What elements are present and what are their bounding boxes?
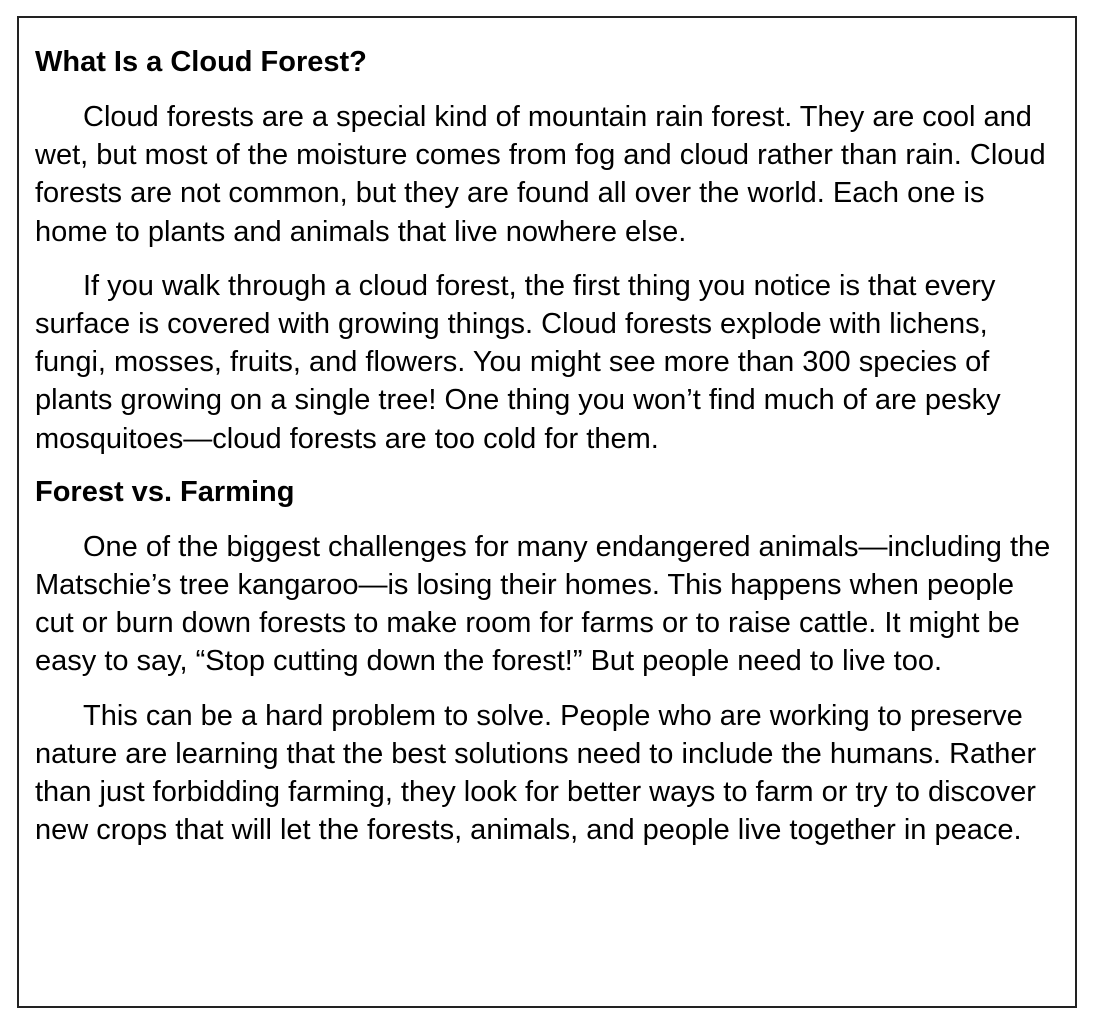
- paragraph-cloud-forest-walk: If you walk through a cloud forest, the first thing you notice is that every surface is covered with growing things. Cloud forests explode with lichens, fungi, mosses, fruits, and flowers. You might see more than 300 species of plants growing on a single tree! One thing you won’t find much of are pesky mosquitoes—cloud forests are too cold for them.: [35, 269, 1001, 455]
- section-heading-cloud-forest: What Is a Cloud Forest?: [35, 46, 367, 78]
- section-heading-forest-vs-farming: Forest vs. Farming: [35, 475, 295, 508]
- paragraph-cloud-forest-definition: Cloud forests are a special kind of mountain rain forest. They are cool and wet, but most of the moisture comes from fog and cloud rather than rain. Cloud forests are not common, but they are found all over the world. Each one is home to plants and animals that live nowhere else.: [35, 101, 1046, 248]
- passage-box: [17, 16, 1077, 1008]
- paragraph-solutions: This can be a hard problem to solve. People who are working to preserve nature are learning that the best solutions need to include the humans. Rather than just forbidding farming, they look for better ways to farm or try to discover new crops that will let the forests, animals, and people live together in peace.: [35, 699, 1037, 847]
- paragraph-habitat-loss: One of the biggest challenges for many endangered animals—including the Matschie’s tree kangaroo—is losing their homes. This happens when people cut or burn down forests to make room for farms or to raise cattle. It might be easy to say, “Stop cutting down the forest!” But people need to live too.: [35, 530, 1051, 678]
